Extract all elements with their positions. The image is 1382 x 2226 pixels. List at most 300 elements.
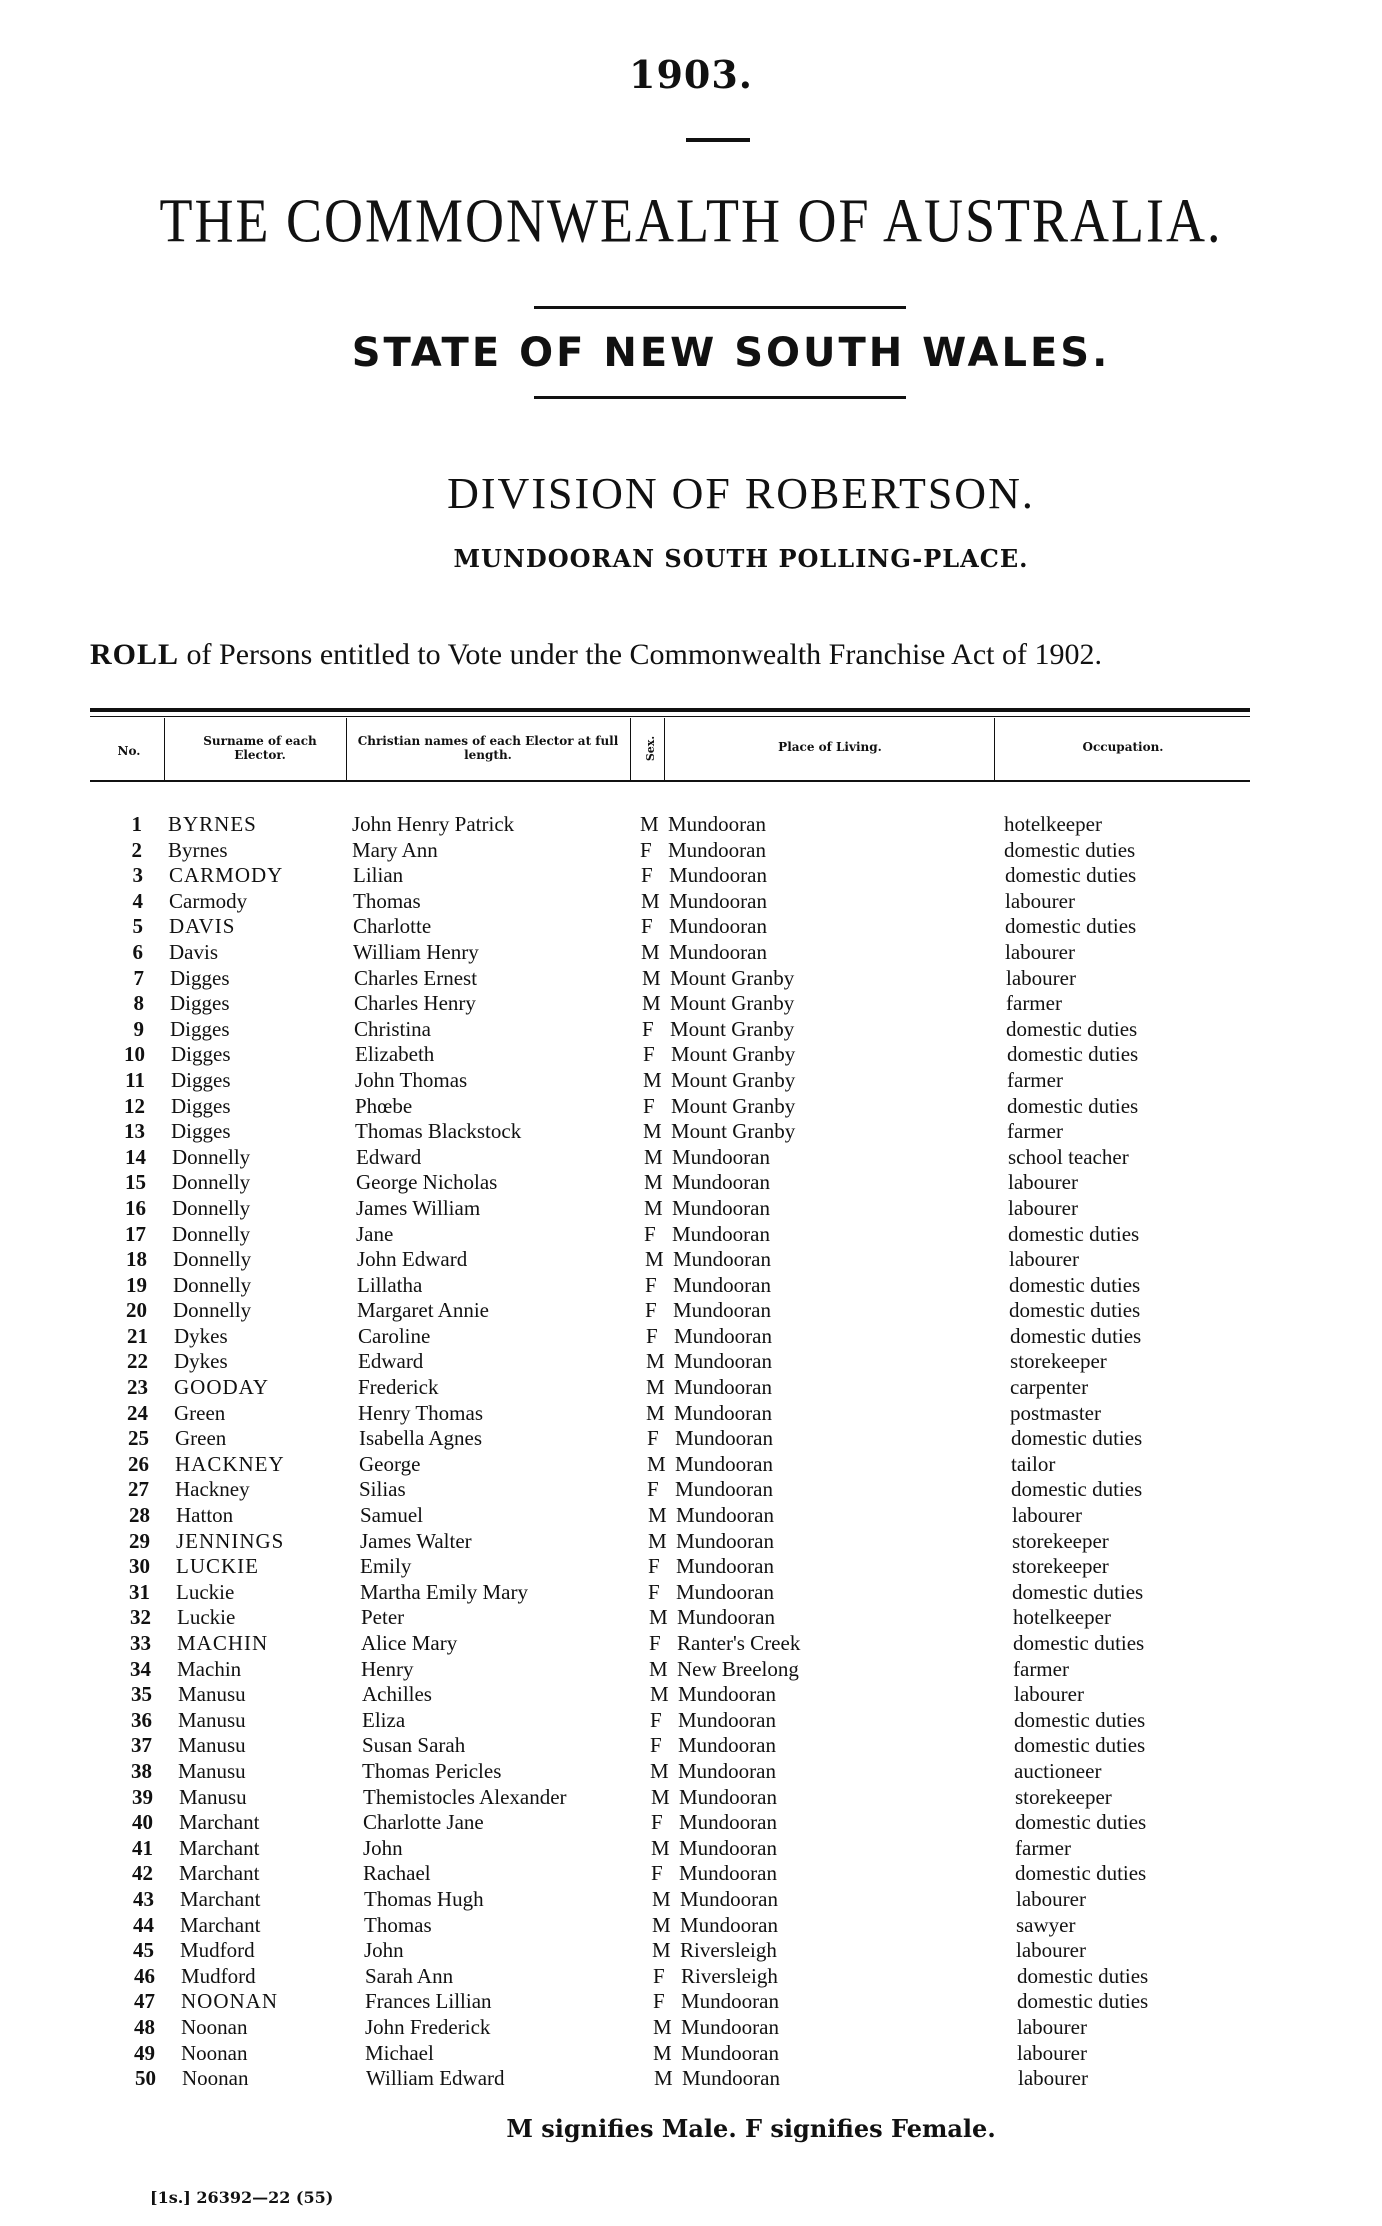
sex: F xyxy=(651,1861,663,1886)
table-row xyxy=(0,889,1382,915)
table-row xyxy=(0,1298,1382,1324)
surname: Digges xyxy=(171,1067,231,1092)
row-number: 29 xyxy=(129,1528,150,1553)
sex: M xyxy=(643,1067,662,1092)
table-row xyxy=(0,1452,1382,1478)
surname: Digges xyxy=(170,965,230,990)
occupation: labourer xyxy=(1009,1247,1079,1272)
surname: Digges xyxy=(170,1016,230,1041)
table-row xyxy=(0,812,1382,838)
sex: M xyxy=(646,1375,665,1400)
sex: M xyxy=(645,1247,664,1272)
surname: Manusu xyxy=(178,1682,246,1707)
sex: F xyxy=(653,1963,665,1988)
table-row xyxy=(0,1145,1382,1171)
row-number: 41 xyxy=(132,1835,153,1860)
surname: Mudford xyxy=(180,1938,255,1963)
sex: F xyxy=(643,1042,655,1067)
christian-names: Emily xyxy=(360,1554,412,1579)
row-number: 6 xyxy=(132,939,143,964)
surname: Hackney xyxy=(175,1477,250,1502)
christian-names: Lilian xyxy=(353,863,404,888)
place-of-living: Mundooran xyxy=(675,1426,773,1451)
sex: M xyxy=(652,1886,671,1911)
place-of-living: Mundooran xyxy=(677,1605,775,1630)
row-number: 4 xyxy=(132,888,143,913)
polling-place-title: MUNDOORAN SOUTH POLLING-PLACE. xyxy=(453,544,1029,573)
christian-names: Mary Ann xyxy=(352,837,438,862)
sex: M xyxy=(641,939,660,964)
row-number: 38 xyxy=(131,1758,152,1783)
occupation: labourer xyxy=(1012,1503,1082,1528)
place-of-living: Riversleigh xyxy=(680,1938,777,1963)
christian-names: John xyxy=(363,1835,403,1860)
table-top-rule xyxy=(90,708,1250,712)
occupation: domestic duties xyxy=(1005,863,1137,888)
sex: F xyxy=(648,1554,660,1579)
table-top-rule-thin xyxy=(90,716,1250,717)
table-row xyxy=(0,1733,1382,1759)
christian-names: Henry xyxy=(361,1656,414,1681)
occupation: domestic duties xyxy=(1010,1323,1142,1348)
row-number: 18 xyxy=(126,1247,147,1272)
surname: Hatton xyxy=(176,1503,234,1528)
table-row xyxy=(0,1170,1382,1196)
table-row xyxy=(0,1222,1382,1248)
christian-names: Frederick xyxy=(358,1375,439,1400)
row-number: 40 xyxy=(132,1810,153,1835)
table-row xyxy=(0,1964,1382,1990)
occupation: domestic duties xyxy=(1009,1272,1141,1297)
christian-names: Thomas xyxy=(353,888,421,913)
place-of-living: Mundooran xyxy=(680,1886,778,1911)
surname: HACKNEY xyxy=(175,1451,285,1476)
place-of-living: New Breelong xyxy=(677,1656,799,1681)
row-number: 13 xyxy=(124,1119,145,1144)
occupation: farmer xyxy=(1013,1656,1069,1681)
row-number: 28 xyxy=(129,1503,150,1528)
occupation: farmer xyxy=(1007,1067,1063,1092)
sex: F xyxy=(642,1016,654,1041)
occupation: postmaster xyxy=(1010,1400,1101,1425)
sex: M xyxy=(649,1605,668,1630)
sex: M xyxy=(653,2014,672,2039)
roll-word: ROLL xyxy=(90,638,180,671)
row-number: 11 xyxy=(125,1067,145,1092)
sex: M xyxy=(649,1656,668,1681)
place-of-living: Mundooran xyxy=(672,1170,770,1195)
col-divider xyxy=(164,718,165,780)
occupation: storekeeper xyxy=(1012,1554,1109,1579)
place-of-living: Mundooran xyxy=(678,1682,776,1707)
table-row xyxy=(0,1631,1382,1657)
surname: BYRNES xyxy=(168,812,257,836)
occupation: labourer xyxy=(1008,1195,1078,1220)
row-number: 33 xyxy=(130,1631,151,1655)
christian-names: Silias xyxy=(359,1477,406,1502)
place-of-living: Mundooran xyxy=(672,1195,770,1220)
row-number: 23 xyxy=(127,1375,148,1400)
surname: Manusu xyxy=(179,1784,247,1809)
sex: F xyxy=(651,1810,663,1835)
table-row xyxy=(0,1836,1382,1862)
row-number: 32 xyxy=(130,1605,151,1630)
header-place: Place of Living. xyxy=(778,740,882,754)
table-row xyxy=(0,1810,1382,1836)
surname: Digges xyxy=(171,1119,231,1144)
place-of-living: Mundooran xyxy=(678,1707,776,1732)
row-number: 25 xyxy=(128,1426,149,1451)
table-row xyxy=(0,1938,1382,1964)
table-row xyxy=(0,1913,1382,1939)
christian-names: Thomas xyxy=(364,1912,432,1937)
christian-names: Frances Lillian xyxy=(365,1989,492,2014)
surname: Luckie xyxy=(177,1605,236,1630)
place-of-living: Mundooran xyxy=(679,1810,777,1835)
place-of-living: Mundooran xyxy=(673,1272,771,1297)
christian-names: Henry Thomas xyxy=(358,1400,484,1425)
sex: F xyxy=(650,1733,662,1758)
place-of-living: Mount Granby xyxy=(671,1042,796,1067)
table-row xyxy=(0,1119,1382,1145)
occupation: labourer xyxy=(1005,888,1075,913)
christian-names: Samuel xyxy=(360,1503,423,1528)
sex: F xyxy=(649,1631,661,1655)
occupation: auctioneer xyxy=(1014,1758,1102,1783)
table-row xyxy=(0,1068,1382,1094)
state-title: STATE OF NEW SOUTH WALES. xyxy=(351,330,1111,376)
table-row xyxy=(0,1196,1382,1222)
surname: Manusu xyxy=(178,1707,246,1732)
occupation: labourer xyxy=(1008,1170,1078,1195)
christian-names: Thomas Pericles xyxy=(362,1758,502,1783)
sex: F xyxy=(648,1579,660,1604)
state-rule-top xyxy=(534,306,906,309)
sex: M xyxy=(651,1784,670,1809)
occupation: sawyer xyxy=(1016,1912,1076,1937)
surname: Green xyxy=(175,1426,227,1451)
sex: M xyxy=(646,1400,665,1425)
surname: NOONAN xyxy=(181,1989,278,2014)
surname: Green xyxy=(174,1400,226,1425)
surname: Digges xyxy=(171,1093,231,1118)
table-row xyxy=(0,2041,1382,2067)
place-of-living: Mundooran xyxy=(676,1554,774,1579)
header-sex: Sex. xyxy=(644,735,658,762)
surname: MACHIN xyxy=(177,1631,269,1655)
surname: Marchant xyxy=(180,1886,261,1911)
place-of-living: Mundooran xyxy=(674,1400,772,1425)
christian-names: John Frederick xyxy=(365,2014,491,2039)
table-row xyxy=(0,863,1382,889)
christian-names: Jane xyxy=(356,1221,394,1246)
place-of-living: Mundooran xyxy=(672,1221,770,1246)
occupation: domestic duties xyxy=(1013,1631,1145,1655)
occupation: labourer xyxy=(1016,1938,1086,1963)
surname: Donnelly xyxy=(172,1195,251,1220)
row-number: 20 xyxy=(126,1298,147,1323)
christian-names: Alice Mary xyxy=(361,1631,458,1655)
surname: Digges xyxy=(170,991,230,1016)
surname: Donnelly xyxy=(173,1247,252,1272)
sex: M xyxy=(644,1195,663,1220)
occupation: domestic duties xyxy=(1017,1989,1149,2014)
header-no: No. xyxy=(117,744,141,758)
occupation: labourer xyxy=(1017,2014,1087,2039)
christian-names: Phœbe xyxy=(355,1093,413,1118)
place-of-living: Mundooran xyxy=(676,1528,774,1553)
row-number: 9 xyxy=(133,1016,144,1041)
sex: M xyxy=(647,1451,666,1476)
sex: F xyxy=(640,837,652,862)
occupation: domestic duties xyxy=(1017,1963,1149,1988)
occupation: domestic duties xyxy=(1005,914,1137,939)
row-number: 22 xyxy=(127,1349,148,1374)
christian-names: John Henry Patrick xyxy=(352,812,515,836)
christian-names: Christina xyxy=(354,1016,431,1041)
place-of-living: Mundooran xyxy=(679,1861,777,1886)
row-number: 30 xyxy=(129,1554,150,1579)
row-number: 42 xyxy=(132,1861,153,1886)
surname: Manusu xyxy=(178,1758,246,1783)
occupation: labourer xyxy=(1005,939,1075,964)
christian-names: Thomas Blackstock xyxy=(355,1119,522,1144)
occupation: domestic duties xyxy=(1009,1298,1141,1323)
place-of-living: Ranter's Creek xyxy=(677,1631,801,1655)
place-of-living: Mundooran xyxy=(675,1451,773,1476)
surname: Digges xyxy=(171,1042,231,1067)
occupation: labourer xyxy=(1006,965,1076,990)
surname: JENNINGS xyxy=(176,1528,285,1553)
occupation: domestic duties xyxy=(1012,1579,1144,1604)
christian-names: Edward xyxy=(358,1349,424,1374)
sex: M xyxy=(642,991,661,1016)
occupation: labourer xyxy=(1017,2040,1087,2065)
place-of-living: Mundooran xyxy=(675,1477,773,1502)
sex: M xyxy=(642,965,661,990)
sex: M xyxy=(650,1758,669,1783)
year-heading: 1903. xyxy=(629,52,753,97)
christian-names: George Nicholas xyxy=(356,1170,498,1195)
state-rule-bottom xyxy=(534,396,906,399)
place-of-living: Mundooran xyxy=(674,1375,772,1400)
table-row xyxy=(0,1273,1382,1299)
place-of-living: Mundooran xyxy=(678,1733,776,1758)
table-row xyxy=(0,940,1382,966)
sex: F xyxy=(645,1298,657,1323)
row-number: 16 xyxy=(125,1195,146,1220)
christian-names: William Henry xyxy=(353,939,479,964)
christian-names: James Walter xyxy=(360,1528,472,1553)
row-number: 26 xyxy=(128,1451,149,1476)
occupation: storekeeper xyxy=(1012,1528,1109,1553)
row-number: 37 xyxy=(131,1733,152,1758)
row-number: 39 xyxy=(132,1784,153,1809)
christian-names: Charles Henry xyxy=(354,991,476,1016)
col-divider xyxy=(994,718,995,780)
table-row xyxy=(0,1324,1382,1350)
surname: CARMODY xyxy=(169,863,284,888)
surname: Donnelly xyxy=(172,1170,251,1195)
christian-names: Charles Ernest xyxy=(354,965,478,990)
place-of-living: Mundooran xyxy=(673,1247,771,1272)
surname: DAVIS xyxy=(169,914,236,939)
col-divider xyxy=(346,718,347,780)
table-row xyxy=(0,1503,1382,1529)
short-rule xyxy=(686,138,750,142)
christian-names: John Thomas xyxy=(355,1067,468,1092)
place-of-living: Mount Granby xyxy=(670,991,795,1016)
christian-names: Charlotte Jane xyxy=(363,1810,484,1835)
table-row xyxy=(0,1682,1382,1708)
roll-rest: of Persons entitled to Vote under the Commonwealth Franchise Act of 1902. xyxy=(179,638,1102,671)
header-christian: Christian names of each Elector at full length. xyxy=(357,734,619,762)
table-row xyxy=(0,914,1382,940)
row-number: 15 xyxy=(125,1170,146,1195)
christian-names: Martha Emily Mary xyxy=(360,1579,528,1604)
row-number: 17 xyxy=(125,1221,146,1246)
place-of-living: Mundooran xyxy=(681,1989,779,2014)
row-number: 47 xyxy=(134,1989,155,2014)
sex: F xyxy=(643,1093,655,1118)
table-row xyxy=(0,1554,1382,1580)
table-row xyxy=(0,1887,1382,1913)
print-reference: [1s.] 26392—22 (55) xyxy=(150,2188,334,2207)
row-number: 31 xyxy=(129,1579,150,1604)
christian-names: Caroline xyxy=(358,1323,431,1348)
occupation: domestic duties xyxy=(1007,1093,1139,1118)
place-of-living: Mundooran xyxy=(674,1323,772,1348)
surname: Manusu xyxy=(178,1733,246,1758)
occupation: farmer xyxy=(1007,1119,1063,1144)
surname: Mudford xyxy=(181,1963,256,1988)
table-row xyxy=(0,1477,1382,1503)
place-of-living: Mundooran xyxy=(669,914,767,939)
occupation: carpenter xyxy=(1010,1375,1089,1400)
sex: F xyxy=(646,1323,658,1348)
row-number: 14 xyxy=(125,1144,146,1169)
table-row xyxy=(0,991,1382,1017)
occupation: domestic duties xyxy=(1011,1426,1143,1451)
occupation: hotelkeeper xyxy=(1013,1605,1111,1630)
table-row xyxy=(0,838,1382,864)
row-number: 1 xyxy=(131,812,142,836)
row-number: 7 xyxy=(133,965,144,990)
table-row xyxy=(0,1017,1382,1043)
row-number: 27 xyxy=(128,1477,149,1502)
sex: F xyxy=(653,1989,665,2014)
place-of-living: Mundooran xyxy=(672,1144,770,1169)
sex: M xyxy=(652,1912,671,1937)
sex: M xyxy=(651,1835,670,1860)
christian-names: Achilles xyxy=(362,1682,432,1707)
place-of-living: Mundooran xyxy=(668,837,766,862)
place-of-living: Mount Granby xyxy=(671,1093,796,1118)
place-of-living: Mundooran xyxy=(681,2040,779,2065)
occupation: hotelkeeper xyxy=(1004,812,1102,836)
elector-list xyxy=(0,812,1382,2092)
occupation: domestic duties xyxy=(1015,1861,1147,1886)
christian-names: John xyxy=(364,1938,404,1963)
row-number: 3 xyxy=(132,863,143,888)
place-of-living: Mundooran xyxy=(674,1349,772,1374)
occupation: labourer xyxy=(1014,1682,1084,1707)
surname: Marchant xyxy=(179,1835,260,1860)
surname: GOODAY xyxy=(174,1375,270,1400)
table-row xyxy=(0,1759,1382,1785)
place-of-living: Mount Granby xyxy=(670,965,795,990)
table-row xyxy=(0,1375,1382,1401)
christian-names: Peter xyxy=(361,1605,405,1630)
col-divider xyxy=(664,718,665,780)
table-row xyxy=(0,1785,1382,1811)
occupation: tailor xyxy=(1011,1451,1056,1476)
occupation: domestic duties xyxy=(1007,1042,1139,1067)
christian-names: Thomas Hugh xyxy=(364,1886,484,1911)
table-row xyxy=(0,1042,1382,1068)
sex: M xyxy=(644,1170,663,1195)
surname: Noonan xyxy=(182,2066,249,2091)
row-number: 2 xyxy=(131,837,142,862)
christian-names: Lillatha xyxy=(357,1272,423,1297)
table-row xyxy=(0,966,1382,992)
surname: Donnelly xyxy=(173,1298,252,1323)
surname: Marchant xyxy=(179,1810,260,1835)
christian-names: Michael xyxy=(365,2040,434,2065)
row-number: 19 xyxy=(126,1272,147,1297)
christian-names: John Edward xyxy=(357,1247,468,1272)
christian-names: James William xyxy=(356,1195,481,1220)
surname: Noonan xyxy=(181,2014,248,2039)
row-number: 49 xyxy=(134,2040,155,2065)
sex: M xyxy=(648,1528,667,1553)
row-number: 45 xyxy=(133,1938,154,1963)
table-row xyxy=(0,1426,1382,1452)
table-row xyxy=(0,1247,1382,1273)
occupation: storekeeper xyxy=(1010,1349,1107,1374)
christian-names: William Edward xyxy=(366,2066,505,2091)
sex: M xyxy=(653,2040,672,2065)
christian-names: Margaret Annie xyxy=(357,1298,489,1323)
christian-names: Isabella Agnes xyxy=(359,1426,483,1451)
place-of-living: Riversleigh xyxy=(681,1963,778,1988)
sex: F xyxy=(647,1477,659,1502)
occupation: domestic duties xyxy=(1008,1221,1140,1246)
occupation: domestic duties xyxy=(1011,1477,1143,1502)
commonwealth-title: THE COMMONWEALTH OF AUSTRALIA. xyxy=(159,186,1223,256)
row-number: 44 xyxy=(133,1912,154,1937)
place-of-living: Mount Granby xyxy=(671,1067,796,1092)
occupation: storekeeper xyxy=(1015,1784,1112,1809)
place-of-living: Mundooran xyxy=(669,888,767,913)
sex: F xyxy=(641,863,653,888)
surname: Luckie xyxy=(176,1579,235,1604)
christian-names: Eliza xyxy=(362,1707,406,1732)
table-row xyxy=(0,1989,1382,2015)
table-row xyxy=(0,1094,1382,1120)
header-occupation: Occupation. xyxy=(1082,740,1164,754)
occupation: domestic duties xyxy=(1014,1707,1146,1732)
sex: M xyxy=(648,1503,667,1528)
place-of-living: Mundooran xyxy=(676,1579,774,1604)
row-number: 21 xyxy=(127,1323,148,1348)
christian-names: Charlotte xyxy=(353,914,432,939)
surname: Marchant xyxy=(180,1912,261,1937)
row-number: 35 xyxy=(131,1682,152,1707)
christian-names: George xyxy=(359,1451,421,1476)
place-of-living: Mundooran xyxy=(668,812,766,836)
row-number: 50 xyxy=(135,2066,156,2091)
